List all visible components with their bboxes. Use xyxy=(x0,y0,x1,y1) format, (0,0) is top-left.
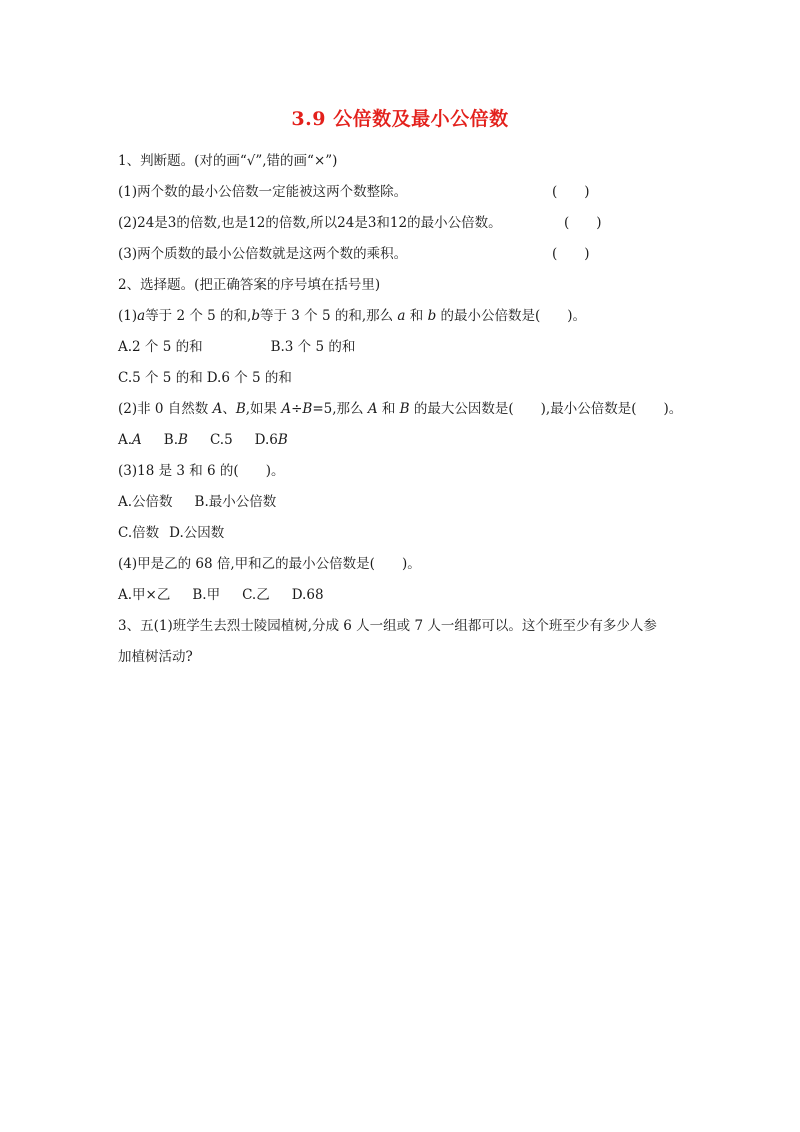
option-d[interactable]: D.6 个 5 的和 xyxy=(206,370,292,386)
answer-bracket-3[interactable]: ( ) xyxy=(552,246,590,262)
section3-problem-line2: 加植树活动? xyxy=(118,649,193,665)
option-b[interactable]: B.最小公倍数 xyxy=(194,494,277,510)
choice-q2-stem: (2)非 0 自然数 A、B,如果 A÷B=5,那么 A 和 B 的最大公因数是( ),最小公倍数是( )。 xyxy=(118,401,683,417)
choice-q2-options xyxy=(118,431,288,449)
option-b[interactable]: B.B xyxy=(163,432,188,448)
judge-item-3: (3)两个质数的最小公倍数就是这两个数的乘积。 xyxy=(118,246,408,262)
option-c[interactable]: C.5 个 5 的和 xyxy=(118,370,203,386)
choice-q3-options-row1 xyxy=(118,493,276,511)
option-b[interactable]: B.3 个 5 的和 xyxy=(270,339,356,355)
option-c[interactable]: C.倍数 xyxy=(118,525,160,541)
option-b[interactable]: B.甲 xyxy=(192,587,221,603)
option-a[interactable]: A.公倍数 xyxy=(118,494,173,510)
section3-problem-line1: 3、五(1)班学生去烈士陵园植树,分成 6 人一组或 7 人一组都可以。这个班至少有多少人参 xyxy=(118,618,657,634)
choice-q1-options-row1 xyxy=(118,338,355,356)
answer-bracket-1[interactable]: ( ) xyxy=(552,184,590,200)
option-a[interactable]: A.甲×乙 xyxy=(118,587,171,603)
option-d[interactable]: D.6B xyxy=(254,432,288,448)
page-title: 3.9 公倍数及最小公倍数 xyxy=(291,108,509,130)
choice-q3-stem: (3)18 是 3 和 6 的( )。 xyxy=(118,463,285,479)
choice-q3-options-row2 xyxy=(118,524,224,542)
judge-item-1: (1)两个数的最小公倍数一定能被这两个数整除。 xyxy=(118,184,408,200)
answer-bracket-2[interactable]: ( ) xyxy=(564,215,602,231)
option-c[interactable]: C.乙 xyxy=(242,587,270,603)
section2-heading: 2、选择题。(把正确答案的序号填在括号里) xyxy=(118,277,381,293)
option-c[interactable]: C.5 xyxy=(209,432,233,448)
choice-q4-options xyxy=(118,586,324,604)
option-a[interactable]: A.A xyxy=(118,432,142,448)
option-d[interactable]: D.公因数 xyxy=(169,525,225,541)
judge-item-2: (2)24是3的倍数,也是12的倍数,所以24是3和12的最小公倍数。 xyxy=(118,215,502,231)
section1-heading: 1、判断题。(对的画“√”,错的画“×”) xyxy=(118,153,338,169)
option-a[interactable]: A.2 个 5 的和 xyxy=(118,339,203,355)
choice-q1-options-row2 xyxy=(118,369,292,387)
choice-q1-stem: (1)a等于 2 个 5 的和,b等于 3 个 5 的和,那么 a 和 b 的最小公倍数是( )。 xyxy=(118,308,587,324)
choice-q4-stem: (4)甲是乙的 68 倍,甲和乙的最小公倍数是( )。 xyxy=(118,556,421,572)
option-d[interactable]: D.68 xyxy=(291,587,324,603)
